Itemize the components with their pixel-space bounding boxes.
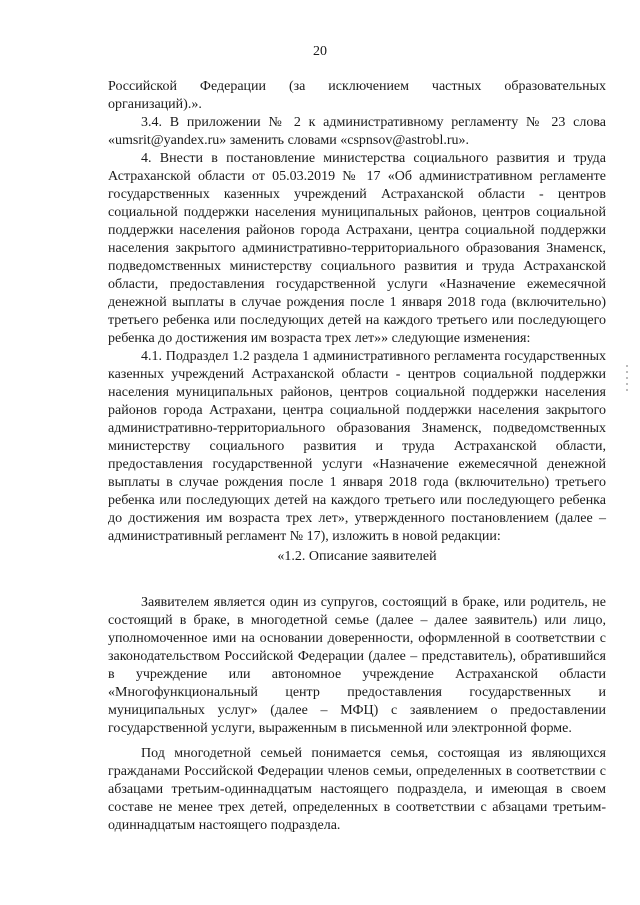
paragraph-large-family: Под многодетной семьей понимается семья, состоящая из являющихся гражданами Российской Федерации членов семьи, определенных в соответствии с абзацами третьим-одиннадцатым настоящего подраздела, и имеющая в своем составе не менее трех детей, определенных в соответствии с абзацами третьим-одиннадцатым настоящего подраздела. xyxy=(108,746,606,833)
paragraph-3-4: 3.4. В приложении № 2 к административному регламенту № 23 слова «umsrit@yandex.ru» заменить словами «cspnsov@astrobl.ru». xyxy=(108,115,606,148)
paragraph-4: 4. Внести в постановление министерства социального развития и труда Астраханской области от 05.03.2019 № 17 «Об административном регламенте государственных казенных учреждений Астраханской области - центров социальной поддержки населения муниципальных районов, центров социальной поддержки населения районов города Астрахани, центра социальной поддержки населения закрытого административно-территориального образования Знаменск, подведомственных министерству социального развития и труда Астраханской области, предоставления государственной услуги «Назначение ежемесячной денежной выплаты в случае рождения после 1 января 2018 года (включительно) третьего ребенка или последующих детей на каждого третьего или последующего ребенка до достижения им возраста трех лет»» следующие изменения: xyxy=(108,151,606,346)
section-heading: «1.2. Описание заявителей xyxy=(277,549,437,564)
paragraph-applicant: Заявителем является один из супругов, состоящий в браке, или родитель, не состоящий в браке, в многодетной семье (далее – далее заявитель) или лицо, уполномоченное ими на основании доверенности, оформленной в соответствии с законодательством Российской Федерации (далее – представитель), обратившийся в учреждение или автономное учреждение Астраханской области «Многофункциональный центр предоставления государственных и муниципальных услуг» (далее – МФЦ) с заявлением о предоставлении государственной услуги, выраженным в письменной или электронной форме. xyxy=(108,595,606,736)
scan-margin-marks xyxy=(626,365,628,395)
paragraph-continuation: Российской Федерации (за исключением частных образовательных организаций).». xyxy=(108,79,606,112)
page-number: 20 xyxy=(313,44,327,59)
document-body xyxy=(108,78,606,835)
paragraph-4-1: 4.1. Подраздел 1.2 раздела 1 административного регламента государственных казенных учреждений Астраханской области - центров социальной поддержки населения муниципальных районов, центров социальной поддержки населения районов города Астрахани, центра социальной поддержки населения закрытого административно-территориального образования Знаменск, подведомственных министерству социального развития и труда Астраханской области, предоставления государственной услуги «Назначение ежемесячной денежной выплаты в случае рождения после 1 января 2018 года (включительно) третьего ребенка или последующих детей на каждого третьего или последующего ребенка до достижения им возраста трех лет», утвержденного постановлением (далее – административный регламент № 17), изложить в новой редакции: xyxy=(108,349,606,544)
